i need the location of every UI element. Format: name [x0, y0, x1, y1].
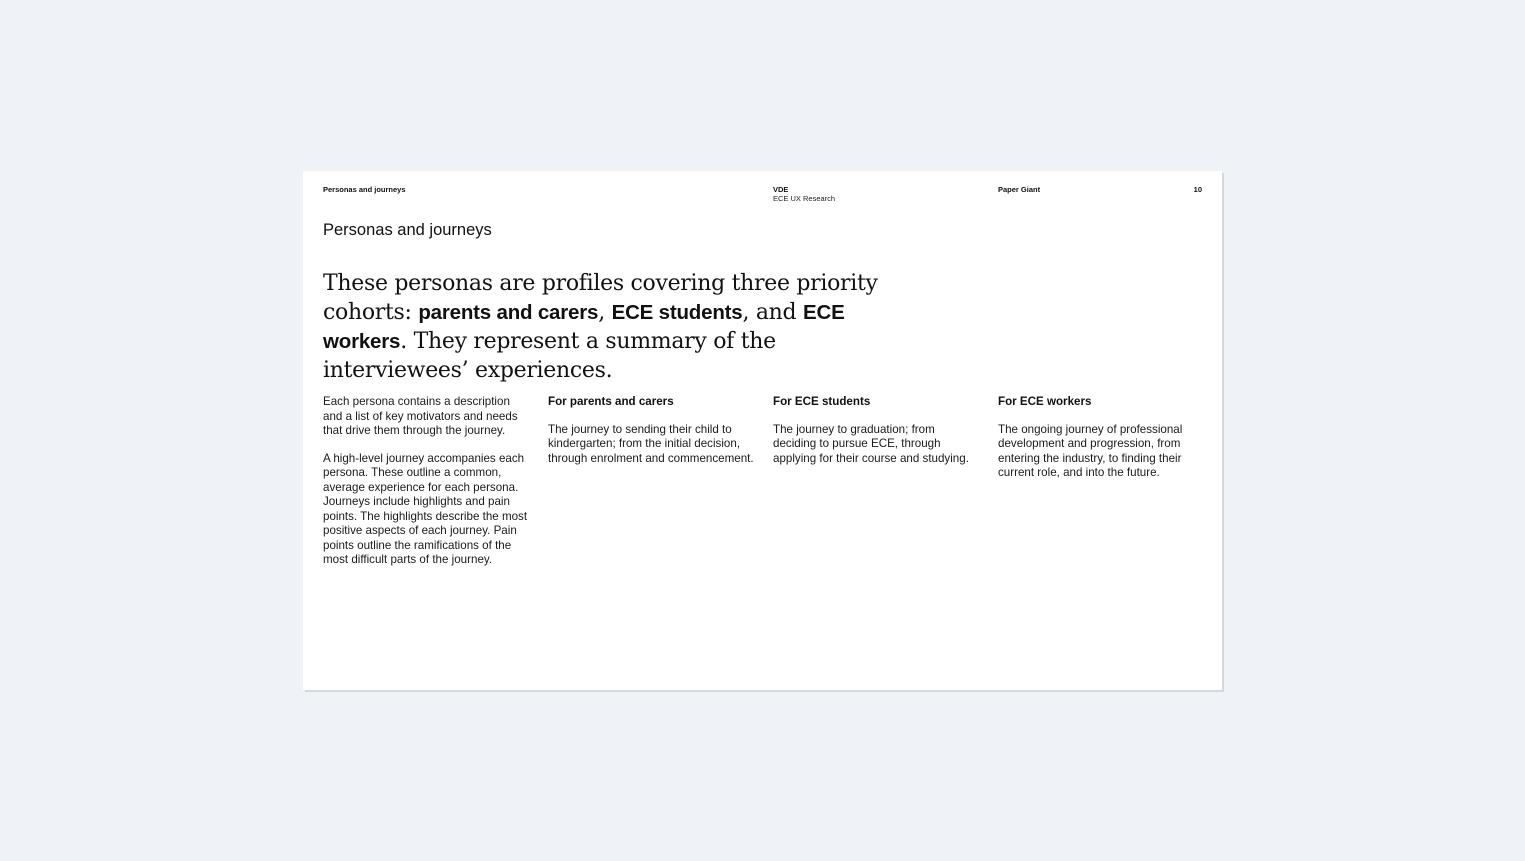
lede-text-part1: These personas are profiles covering three priority cohorts:	[323, 271, 878, 325]
header-client-block	[773, 185, 835, 203]
lede-cohort-workers: ECE workers	[323, 301, 845, 353]
cohort-description: The journey to graduation; from deciding to pursue ECE, through applying for their course and studying.	[773, 422, 969, 465]
cohort-column-students	[773, 395, 981, 479]
header-agency-name: Paper Giant	[998, 185, 1041, 194]
header-project-name: ECE UX Research	[773, 194, 836, 203]
page-number: 10	[1193, 185, 1202, 194]
lede-text-part2: . They represent a summary of the interviewees’ experiences.	[323, 329, 776, 383]
lede-paragraph	[323, 269, 923, 385]
intro-paragraph: A high-level journey accompanies each persona. These outline a common, average experience for each persona. Journeys include highlights and pain points. The highlights describe the most positive aspects of each journey. Pain points outline the ramifications of the most difficult parts of the journey.	[323, 451, 528, 566]
page-title: Personas and journeys	[323, 221, 492, 239]
cohort-description: The journey to sending their child to kindergarten; from the initial decision, through enrolment and commencement.	[548, 422, 754, 465]
document-page	[303, 171, 1222, 690]
cohort-heading: For ECE workers	[998, 395, 1092, 408]
intro-column	[323, 395, 531, 581]
intro-paragraph: Each persona contains a description and a list of key motivators and needs that drive them through the journey.	[323, 395, 518, 437]
cohort-description: The ongoing journey of professional development and progression, from entering the industry, to finding their current role, and into the future.	[998, 422, 1183, 479]
cohort-column-parents	[548, 395, 756, 479]
lede-separator-1: ,	[598, 300, 612, 325]
lede-cohort-students: ECE students	[611, 301, 743, 324]
cohort-heading: For ECE students	[773, 395, 871, 408]
header-section-name: Personas and journeys	[323, 185, 406, 194]
cohort-column-workers	[998, 395, 1206, 494]
header-client-name: VDE	[773, 185, 789, 194]
lede-separator-2: , and	[742, 300, 804, 325]
cohort-heading: For parents and carers	[548, 395, 674, 408]
running-header	[323, 185, 1202, 209]
lede-cohort-parents: parents and carers	[418, 301, 599, 324]
